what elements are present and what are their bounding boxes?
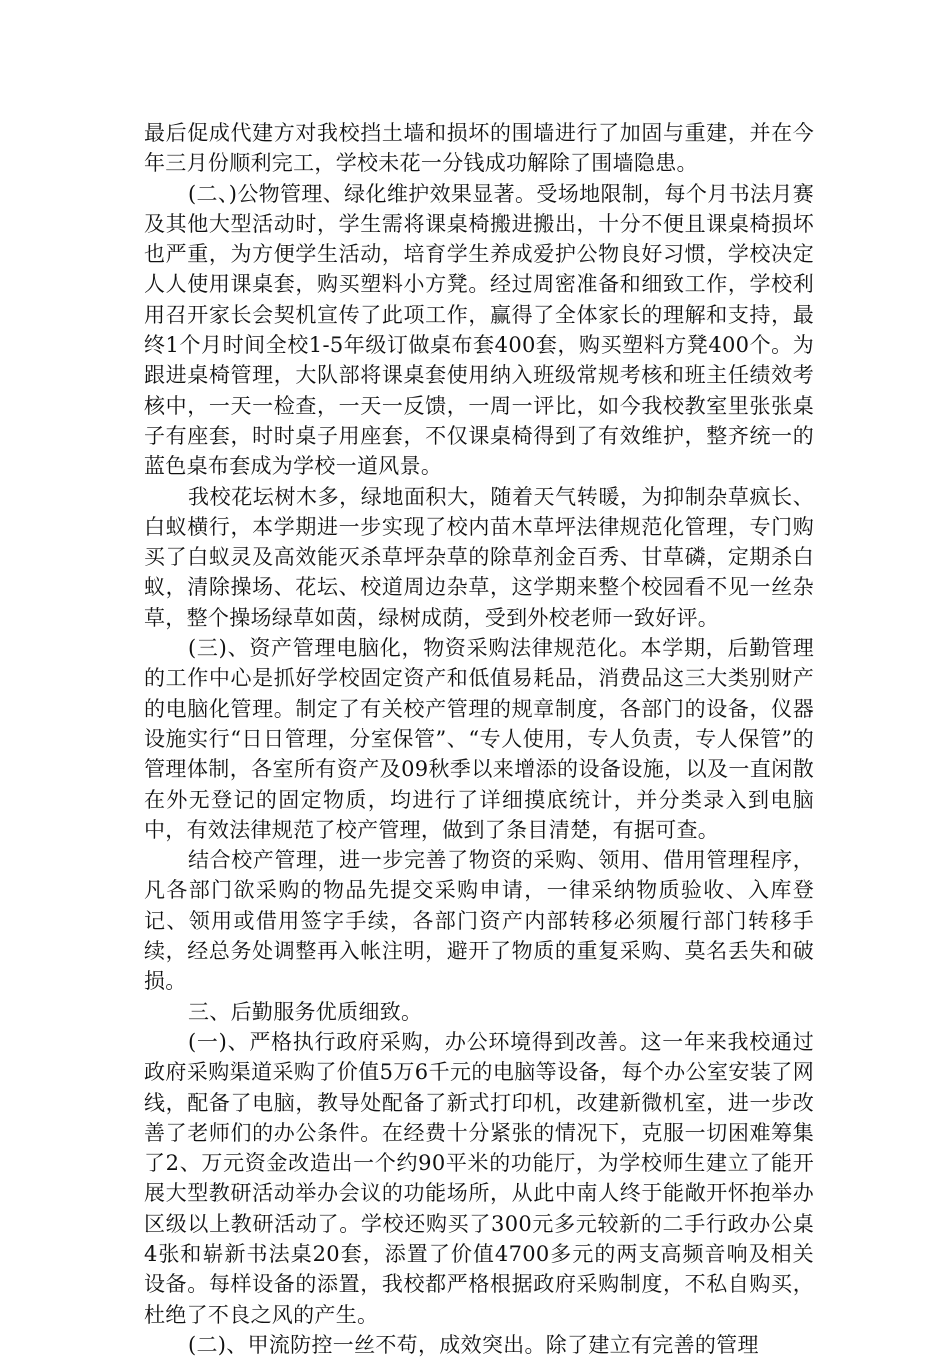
paragraph: 最后促成代建方对我校挡土墙和损坏的围墙进行了加固与重建，并在今年三月份顺利完工，学校未花一分钱成功解除了围墙隐患。 [144, 121, 814, 176]
paragraph: 我校花坛树木多，绿地面积大，随着天气转暖，为抑制杂草疯长、白蚁横行，本学期进一步实现了校内苗木草坪法律规范化管理，专门购买了白蚁灵及高效能灭杀草坪杂草的除草剂金百秀、甘草磷，定期杀白蚁，清除操场、花坛、校道周边杂草，这学期来整个校园看不见一丝杂草，整个操场绿草如茵，绿树成荫，受到外校老师一致好评。 [144, 484, 814, 630]
section-heading: 三、后勤服务优质细致。 [188, 999, 423, 1024]
document-body [144, 118, 814, 1360]
paragraph: 结合校产管理，进一步完善了物资的采购、领用、借用管理程序，凡各部门欲采购的物品先提交采购申请，一律采纳物质验收、入库登记、领用或借用签字手续，各部门资产内部转移必须履行部门转移手续，经总务处调整再入帐注明，避开了物质的重复采购、莫名丢失和破损。 [144, 848, 814, 994]
paragraph: (二、)公物管理、绿化维护效果显著。受场地限制，每个月书法月赛及其他大型活动时，学生需将课桌椅搬进搬出，十分不便且课桌椅损坏也严重，为方便学生活动，培育学生养成爱护公物良好习惯，学校决定人人使用课桌套，购买塑料小方凳。经过周密准备和细致工作，学校利用召开家长会契机宣传了此项工作，赢得了全体家长的理解和支持，最终1个月时间全校1-5年级订做桌布套400套，购买塑料方凳400个。为跟进桌椅管理，大队部将课桌套使用纳入班级常规考核和班主任绩效考核中，一天一检查，一天一反馈，一周一评比，如今我校教室里张张桌子有座套，时时桌子用座套，不仅课桌椅得到了有效维护，整齐统一的蓝色桌布套成为学校一道风景。 [144, 181, 814, 479]
paragraph: (一)、严格执行政府采购，办公环境得到改善。这一年来我校通过政府采购渠道采购了价值5万6千元的电脑等设备，每个办公室安装了网线，配备了电脑，教导处配备了新式打印机，改建新微机室，进一步改善了老师们的办公条件。在经费十分紧张的情况下，克服一切困难筹集了2、万元资金改造出一个约90平米的功能厅，为学校师生建立了能开展大型教研活动举办会议的功能场所，从此中南人终于能敞开怀抱举办区级以上教研活动了。学校还购买了300元多元较新的二手行政办公桌4张和崭新书法桌20套，添置了价值4700多元的两支高频音响及相关设备。每样设备的添置，我校都严格根据政府采购制度，不私自购买，杜绝了不良之风的产生。 [144, 1029, 814, 1327]
paragraph: (二)、甲流防控一丝不苟，成效突出。除了建立有完善的管理 [188, 1332, 759, 1357]
paragraph: (三)、资产管理电脑化，物资采购法律规范化。本学期，后勤管理的工作中心是抓好学校固定资产和低值易耗品，消费品这三大类别财产的电脑化管理。制定了有关校产管理的规章制度，各部门的设备，仪器设施实行“日日管理，分室保管”、“专人使用，专人负责，专人保管”的管理体制，各室所有资产及09秋季以来增添的设备设施，以及一直闲散在外无登记的固定物质，均进行了详细摸底统计，并分类录入到电脑中，有效法律规范了校产管理，做到了条目清楚，有据可查。 [144, 636, 814, 842]
